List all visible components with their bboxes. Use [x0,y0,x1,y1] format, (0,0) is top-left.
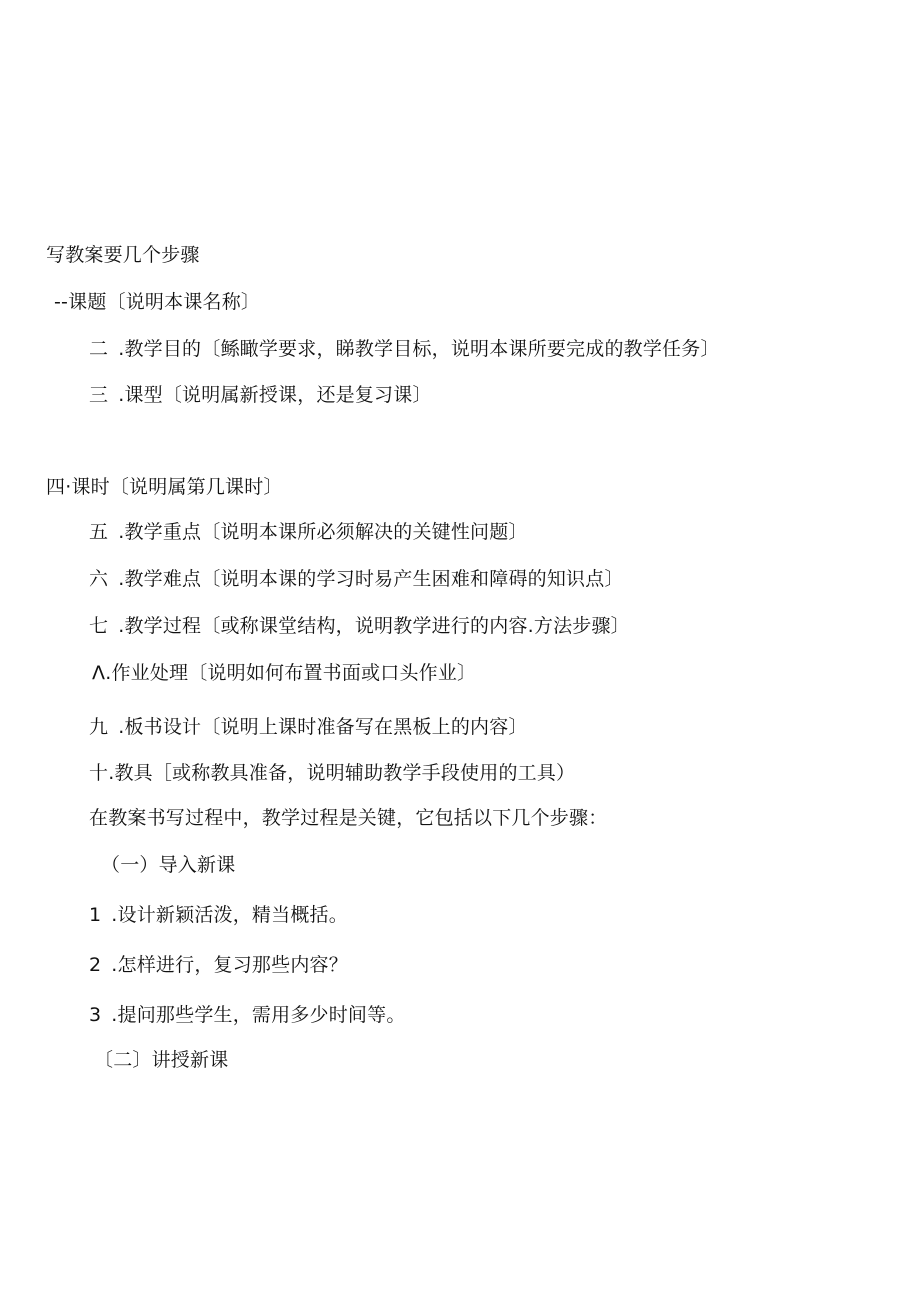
list-item [89,614,630,638]
item-text: .课型〔说明属新授课，还是复习课〕 [118,384,432,406]
item-marker: 十 [89,762,109,784]
item-text: .教学目的〔鲧瞰学要求，睇教学目标，说明本课所要完成的教学任务〕 [118,338,720,360]
list-item [89,1003,406,1027]
item-text: 课题〔说明本课名称〕 [68,291,261,313]
list-item [89,715,528,739]
list-item [89,953,348,977]
item-marker: 2 [89,954,102,976]
item-text: .板书设计〔说明上课时准备写在黑板上的内容〕 [118,716,528,738]
body-paragraph: 在教案书写过程中，教学过程是关键，它包括以下几个步骤： [89,807,608,829]
list-item [89,383,432,407]
item-marker: 四· [46,476,72,498]
item-text: .提问那些学生，需用多少时间等。 [111,1004,406,1026]
item-marker: 五 [89,521,109,543]
list-item [89,567,624,591]
document-title: 写教案要几个步骤 [46,244,200,266]
item-text: .设计新颖活泼，精当概括。 [111,904,348,926]
item-text: .作业处理〔说明如何布置书面或口头作业〕 [105,662,477,684]
list-item [89,903,348,927]
item-marker: 九 [89,716,109,738]
item-marker: 三 [89,384,109,406]
item-text: .教具［或称教具准备，说明辅助教学手段使用的工具） [108,762,576,784]
list-item [54,290,260,314]
item-marker: -- [54,291,69,313]
list-item [92,661,476,685]
item-marker: 六 [89,568,109,590]
item-text: .教学难点〔说明本课的学习时易产生困难和障碍的知识点〕 [118,568,624,590]
item-marker: 1 [89,904,102,926]
item-marker: 3 [89,1004,102,1026]
section-heading: （一）导入新课 [101,854,236,876]
list-item [89,337,720,361]
item-text: 课时〔说明属第几课时〕 [71,476,283,498]
list-item [46,475,283,499]
section-heading: 〔二〕讲授新课 [94,1049,229,1071]
item-marker: 七 [89,615,109,637]
item-text: .教学重点〔说明本课所必须解决的关键性问题〕 [118,521,528,543]
item-marker: Λ [92,662,106,684]
item-text: .怎样进行，复习那些内容？ [111,954,348,976]
list-item [89,520,528,544]
list-item [89,761,575,785]
item-marker: 二 [89,338,109,360]
item-text: .教学过程〔或称课堂结构，说明教学进行的内容.方法步骤〕 [118,615,630,637]
